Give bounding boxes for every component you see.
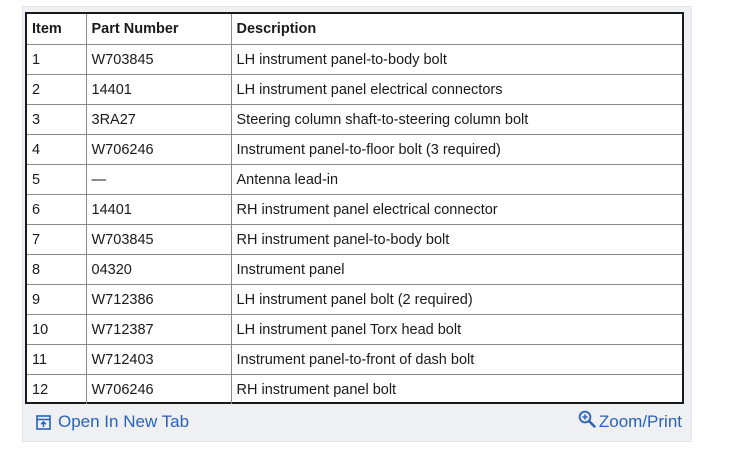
cell-part-number: W703845 <box>86 45 231 75</box>
cell-description: LH instrument panel electrical connectors <box>231 75 682 105</box>
table-row <box>27 105 682 135</box>
open-in-new-tab-link[interactable] <box>36 412 189 432</box>
table-row <box>27 75 682 105</box>
table-row <box>27 135 682 165</box>
cell-description: LH instrument panel bolt (2 required) <box>231 285 682 315</box>
cell-item: 5 <box>27 165 86 195</box>
table-body <box>27 45 682 405</box>
cell-part-number: W712403 <box>86 345 231 375</box>
cell-description: Instrument panel-to-front of dash bolt <box>231 345 682 375</box>
cell-item: 1 <box>27 45 86 75</box>
table-row <box>27 195 682 225</box>
cell-description: Steering column shaft-to-steering column bolt <box>231 105 682 135</box>
cell-part-number: W706246 <box>86 375 231 405</box>
cell-part-number: 3RA27 <box>86 105 231 135</box>
cell-item: 6 <box>27 195 86 225</box>
cell-part-number: 14401 <box>86 75 231 105</box>
cell-description: Antenna lead-in <box>231 165 682 195</box>
table-header-row <box>27 14 682 45</box>
cell-part-number: W706246 <box>86 135 231 165</box>
cell-description: RH instrument panel bolt <box>231 375 682 405</box>
cell-item: 3 <box>27 105 86 135</box>
table-row <box>27 285 682 315</box>
parts-table <box>27 14 682 404</box>
zoom-print-link[interactable] <box>578 412 682 432</box>
cell-description: LH instrument panel Torx head bolt <box>231 315 682 345</box>
open-in-new-tab-icon <box>36 415 51 430</box>
zoom-in-magnifier-icon <box>578 410 596 428</box>
table-row <box>27 345 682 375</box>
parts-table-frame <box>25 12 684 404</box>
cell-description: RH instrument panel-to-body bolt <box>231 225 682 255</box>
cell-item: 11 <box>27 345 86 375</box>
zoom-print-label: Zoom/Print <box>598 412 682 431</box>
cell-part-number: W703845 <box>86 225 231 255</box>
column-header-part-number: Part Number <box>86 14 231 45</box>
cell-item: 7 <box>27 225 86 255</box>
cell-item: 2 <box>27 75 86 105</box>
table-row <box>27 225 682 255</box>
cell-item: 8 <box>27 255 86 285</box>
cell-item: 9 <box>27 285 86 315</box>
cell-part-number: 04320 <box>86 255 231 285</box>
cell-part-number: W712387 <box>86 315 231 345</box>
cell-item: 10 <box>27 315 86 345</box>
cell-part-number: — <box>86 165 231 195</box>
open-in-new-tab-label: Open In New Tab <box>58 412 190 431</box>
cell-description: LH instrument panel-to-body bolt <box>231 45 682 75</box>
cell-item: 12 <box>27 375 86 405</box>
table-row <box>27 165 682 195</box>
cell-description: Instrument panel-to-floor bolt (3 required) <box>231 135 682 165</box>
cell-part-number: W712386 <box>86 285 231 315</box>
table-row <box>27 315 682 345</box>
cell-part-number: 14401 <box>86 195 231 225</box>
cell-item: 4 <box>27 135 86 165</box>
cell-description: Instrument panel <box>231 255 682 285</box>
table-row <box>27 375 682 405</box>
cell-description: RH instrument panel electrical connector <box>231 195 682 225</box>
column-header-item: Item <box>27 14 86 45</box>
table-row <box>27 255 682 285</box>
table-row <box>27 45 682 75</box>
column-header-description: Description <box>231 14 682 45</box>
